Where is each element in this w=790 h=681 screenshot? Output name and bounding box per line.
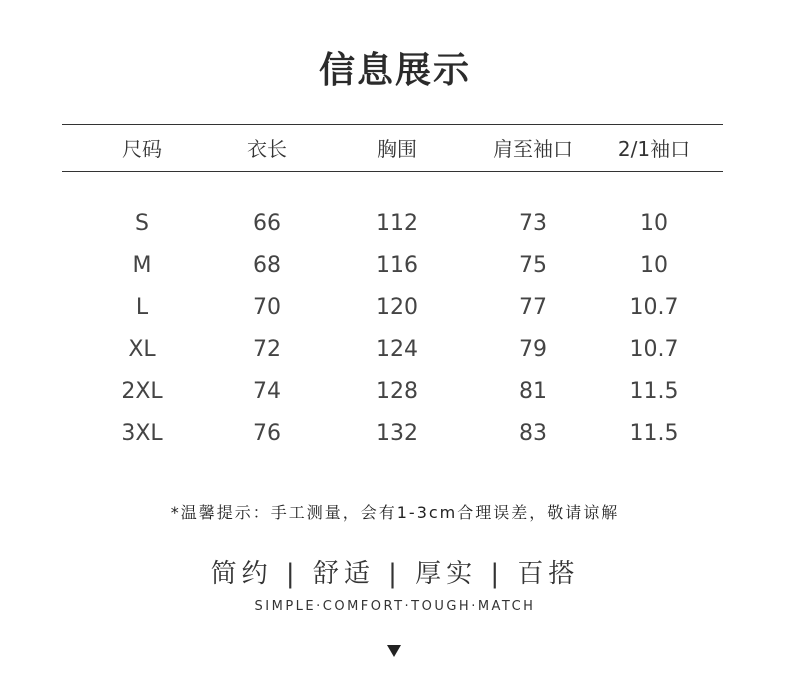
table-top-rule <box>62 124 723 125</box>
cell-length: 70 <box>253 295 281 320</box>
table-row <box>0 294 790 322</box>
table-row <box>0 336 790 364</box>
cell-length: 72 <box>253 337 281 362</box>
cell-length: 74 <box>253 379 281 404</box>
tagline: SIMPLE·COMFORT·TOUGH·MATCH <box>254 599 536 614</box>
cell-chest: 128 <box>376 379 418 404</box>
cell-chest: 120 <box>376 295 418 320</box>
cell-size: L <box>135 295 149 320</box>
cell-shoulder-to-cuff: 81 <box>519 379 547 404</box>
header-length: 衣长 <box>247 137 287 161</box>
table-row <box>0 210 790 238</box>
cell-size: 3XL <box>121 421 163 446</box>
cell-length: 68 <box>253 253 281 278</box>
header-chest: 胸围 <box>377 137 417 161</box>
cell-size: 2XL <box>121 379 163 404</box>
cell-half-cuff: 10.7 <box>629 295 679 320</box>
header-shoulder-to-cuff: 肩至袖口 <box>493 137 573 161</box>
cell-chest: 132 <box>376 421 418 446</box>
cell-half-cuff: 10.7 <box>629 337 679 362</box>
cell-shoulder-to-cuff: 79 <box>519 337 547 362</box>
header-half-cuff: 2/1袖口 <box>617 137 691 161</box>
cell-shoulder-to-cuff: 73 <box>519 211 547 236</box>
cell-shoulder-to-cuff: 77 <box>519 295 547 320</box>
triangle-down-icon <box>387 645 401 657</box>
cell-chest: 124 <box>376 337 418 362</box>
cell-size: M <box>132 253 152 278</box>
cell-shoulder-to-cuff: 83 <box>519 421 547 446</box>
cell-size: S <box>135 211 149 236</box>
measurement-note: *温馨提示：手工测量，会有1-3cm合理误差，敬请谅解 <box>170 503 620 522</box>
table-header-row <box>0 136 790 162</box>
cell-half-cuff: 11.5 <box>629 379 679 404</box>
slogan: 简约 | 舒适 | 厚实 | 百搭 <box>210 559 580 589</box>
table-row <box>0 420 790 448</box>
cell-size: XL <box>128 337 156 362</box>
page-title: 信息展示 <box>318 50 471 91</box>
cell-half-cuff: 11.5 <box>629 421 679 446</box>
table-header-rule <box>62 171 723 172</box>
cell-chest: 116 <box>376 253 418 278</box>
table-row <box>0 252 790 280</box>
cell-length: 76 <box>253 421 281 446</box>
cell-length: 66 <box>253 211 281 236</box>
cell-half-cuff: 10 <box>640 211 668 236</box>
cell-shoulder-to-cuff: 75 <box>519 253 547 278</box>
header-size: 尺码 <box>122 137 162 161</box>
cell-chest: 112 <box>376 211 418 236</box>
cell-half-cuff: 10 <box>640 253 668 278</box>
table-row <box>0 378 790 406</box>
